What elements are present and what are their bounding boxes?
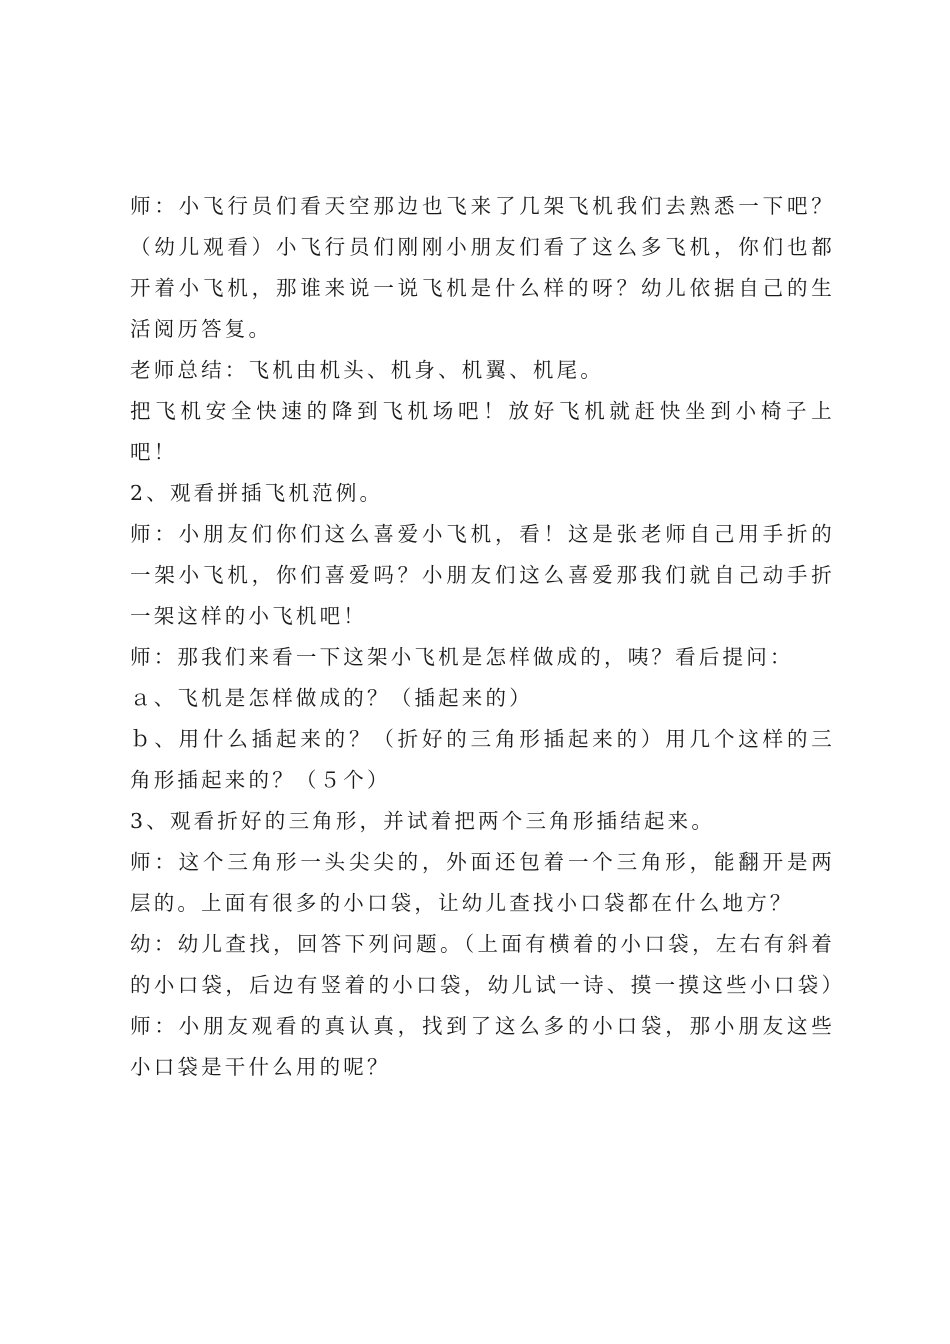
paragraph-5: 师：小朋友们你们这么喜爱小飞机，看！这是张老师自己用手折的一架小飞机，你们喜爱吗？小朋友们这么喜爱那我们就自己动手折一架这样的小飞机吧！ — [130, 522, 835, 628]
paragraph-8: ｂ、用什么插起来的？（折好的三角形插起来的）用几个这样的三角形插起来的？（５个） — [130, 727, 835, 792]
paragraph-2: 老师总结：飞机由机头、机身、机翼、机尾。 — [130, 358, 604, 382]
paragraph-4: 2、观看拼插飞机范例。 — [130, 481, 384, 505]
paragraph-1: 师：小飞行员们看天空那边也飞来了几架飞机我们去熟悉一下吧？（幼儿观看）小飞行员们刚刚小朋友们看了这么多飞机，你们也都开着小飞机，那谁来说一说飞机是什么样的呀？幼儿依据自己的生活阅历答复。 — [130, 194, 835, 341]
paragraph-7: ａ、飞机是怎样做成的？（插起来的） — [130, 686, 533, 710]
paragraph-3: 把飞机安全快速的降到飞机场吧！放好飞机就赶快坐到小椅子上吧！ — [130, 399, 835, 464]
paragraph-10: 师：这个三角形一头尖尖的，外面还包着一个三角形，能翻开是两层的。上面有很多的小口袋，让幼儿查找小口袋都在什么地方？ — [130, 850, 835, 915]
paragraph-11: 幼：幼儿查找，回答下列问题。（上面有横着的小口袋，左右有斜着的小口袋，后边有竖着的小口袋，幼儿试一诗、摸一摸这些小口袋）师：小朋友观看的真认真，找到了这么多的小口袋，那小朋友这些小口袋是干什么用的呢？ — [130, 932, 835, 1079]
paragraph-9: 3、观看折好的三角形，并试着把两个三角形插结起来。 — [130, 809, 716, 833]
paragraph-6: 师：那我们来看一下这架小飞机是怎样做成的，咦？看后提问： — [130, 645, 794, 669]
document-body — [130, 186, 835, 1088]
